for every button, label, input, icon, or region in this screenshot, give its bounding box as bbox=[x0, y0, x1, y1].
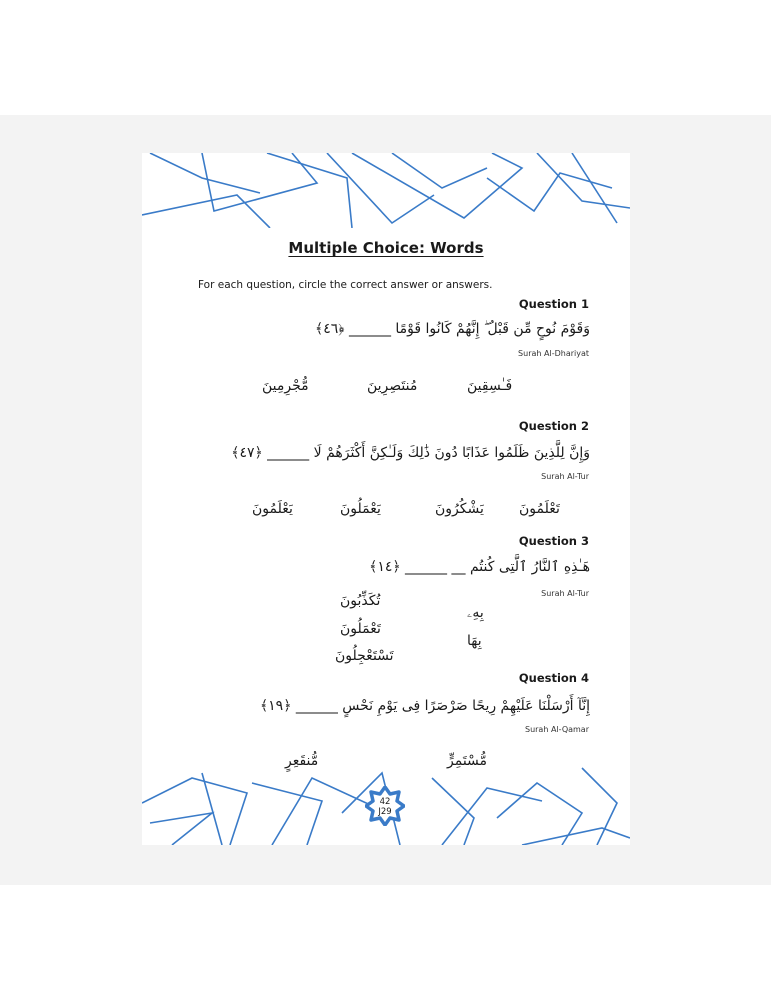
option[interactable]: مُّسْتَمِرٍّ bbox=[447, 753, 488, 769]
question-1-heading: Question 1 bbox=[518, 297, 589, 311]
option[interactable]: تَعْمَلُونَ bbox=[340, 621, 381, 637]
option[interactable]: يَعْمَلُونَ bbox=[340, 501, 381, 517]
question-1-surah: Surah Al-Dhariyat bbox=[518, 349, 589, 358]
top-decoration bbox=[142, 153, 630, 228]
question-1-verse: وَقَوْمَ نُوحٍ مِّن قَبْلُ ۖ إِنَّهُمْ كَانُوا قَوْمًا ______ ﴿٤٦﴾ bbox=[315, 321, 590, 337]
question-2-verse: وَإِنَّ لِلَّذِينَ ظَلَمُوا عَذَابًا دُونَ ذَٰلِكَ وَلَـٰكِنَّ أَكْثَرَهُمْ لَا ______ ﴿٤٧﴾ bbox=[231, 445, 590, 461]
question-3-heading: Question 3 bbox=[518, 534, 589, 548]
question-3-verse: هَـٰذِهِ ٱلنَّارُ ٱلَّتِى كُنتُم __ ______ ﴿١٤﴾ bbox=[369, 559, 590, 575]
page-number-value: 42 bbox=[379, 797, 391, 807]
option[interactable]: تَعْلَمُونَ bbox=[519, 501, 560, 517]
question-4-verse: إِنَّآ أَرْسَلْنَا عَلَيْهِمْ رِيحًا صَرْصَرًا فِى يَوْمِ نَحْسٍ ______ ﴿١٩﴾ bbox=[259, 698, 590, 714]
page-title: Multiple Choice: Words bbox=[288, 239, 484, 257]
worksheet-page bbox=[142, 153, 630, 845]
option[interactable]: تَسْتَعْجِلُونَ bbox=[335, 648, 394, 664]
juz-number: J29 bbox=[378, 807, 392, 817]
option[interactable]: تُكَذِّبُونَ bbox=[340, 593, 381, 609]
page-number bbox=[365, 797, 405, 817]
question-2-surah: Surah Al-Tur bbox=[541, 472, 589, 481]
option[interactable]: مُّجْرِمِينَ bbox=[262, 378, 309, 394]
option[interactable]: مُّنقَعِرٍ bbox=[285, 753, 319, 769]
instructions: For each question, circle the correct answer or answers. bbox=[198, 279, 493, 291]
option[interactable]: يَشْكُرُونَ bbox=[435, 501, 484, 517]
option[interactable]: فَـٰسِقِينَ bbox=[467, 378, 513, 394]
question-4-surah: Surah Al-Qamar bbox=[524, 725, 589, 734]
option[interactable]: بِهَا bbox=[467, 633, 482, 649]
option[interactable]: بِهِۦ bbox=[467, 605, 484, 621]
option[interactable]: مُنتَصِرِينَ bbox=[367, 378, 418, 394]
option[interactable]: يَعْلَمُونَ bbox=[252, 501, 293, 517]
question-4-heading: Question 4 bbox=[518, 671, 589, 685]
question-2-heading: Question 2 bbox=[518, 419, 589, 433]
question-3-surah: Surah Al-Tur bbox=[541, 589, 589, 598]
